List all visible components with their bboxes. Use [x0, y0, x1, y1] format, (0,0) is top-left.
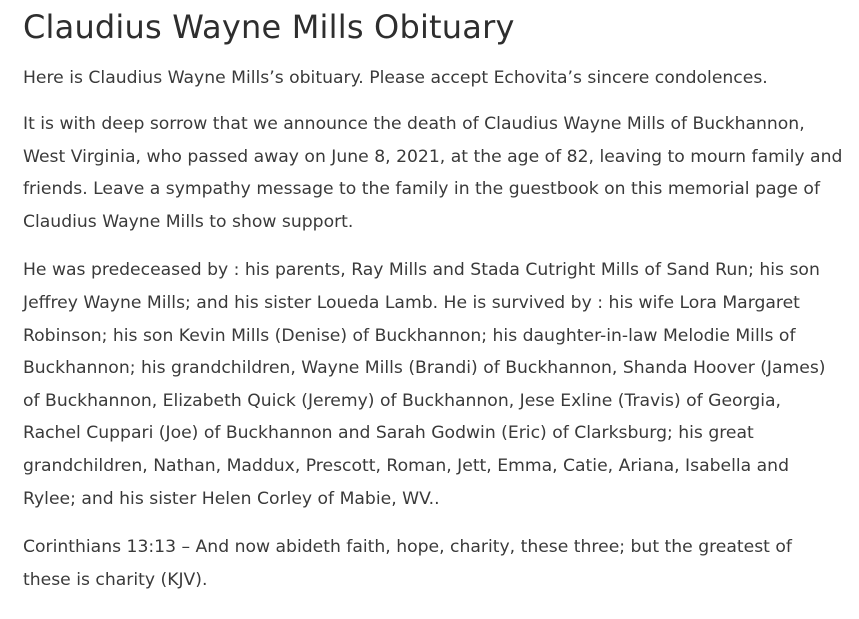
scripture-paragraph: Corinthians 13:13 – And now abideth faith, hope, charity, these three; but the greatest of these is charity (KJV). — [23, 537, 792, 590]
intro-text: Here is Claudius Wayne Mills’s obituary. Please accept Echovita’s sincere condolences. — [23, 68, 768, 88]
page-title: Claudius Wayne Mills Obituary — [23, 8, 515, 46]
announcement-paragraph: It is with deep sorrow that we announce the death of Claudius Wayne Mills of Buckhannon, West Virginia, who passed away on June 8, 2021, at the age of 82, leaving to mourn family and friends. Leave a sympathy message to the family in the guestbook on this memorial page of Claudius Wayne Mills to show support. — [23, 114, 843, 232]
family-paragraph: He was predeceased by : his parents, Ray Mills and Stada Cutright Mills of Sand Run; his son Jeffrey Wayne Mills; and his sister Loueda Lamb. He is survived by : his wife Lora Margaret Robinson; his son Kevin Mills (Denise) of Buckhannon; his daughter-in-law Melodie Mills of Buckhannon; his grandchildren, Wayne Mills (Brandi) of Buckhannon, Shanda Hoover (James) of Buckhannon, Elizabeth Quick (Jeremy) of Buckhannon, Jese Exline (Travis) of Georgia, Rachel Cuppari (Joe) of Buckhannon and Sarah Godwin (Eric) of Clarksburg; his great grandchildren, Nathan, Maddux, Prescott, Roman, Jett, Emma, Catie, Ariana, Isabella and Rylee; and his sister Helen Corley of Mabie, WV.. — [23, 260, 826, 509]
